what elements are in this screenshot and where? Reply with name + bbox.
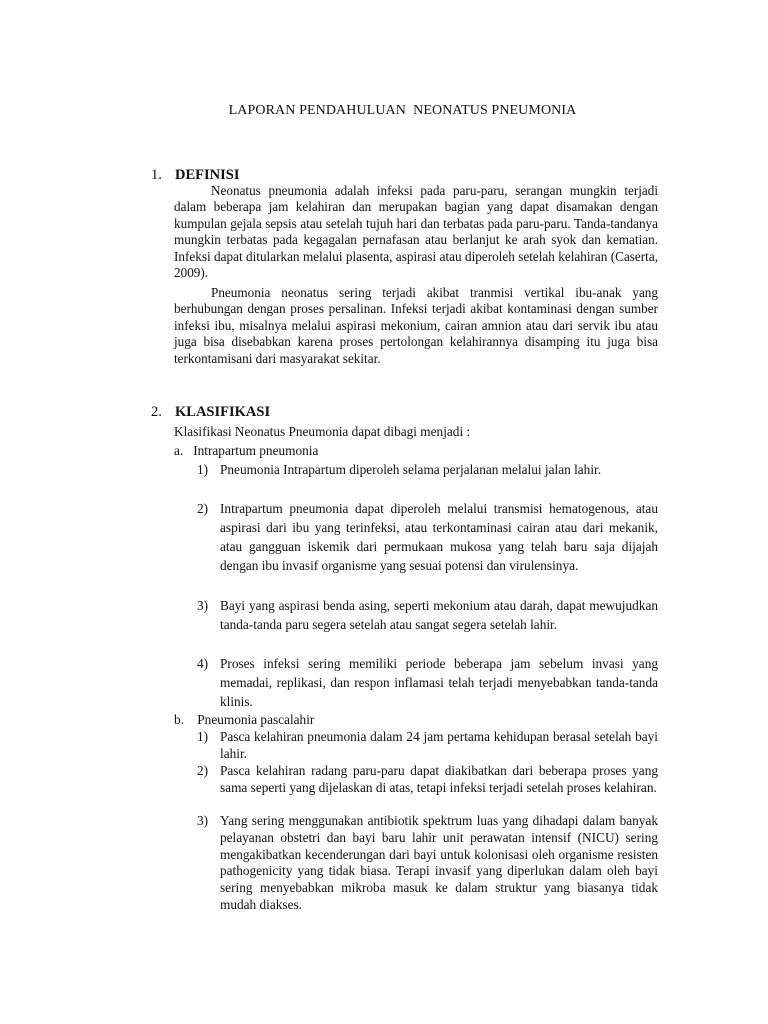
list-item-text: Intrapartum pneumonia dapat diperoleh melalui transmisi hematogenous, atau aspirasi dari ibu yang terinfeksi, atau terkontaminasi cairan atau dari mekanik, atau gangguan iskemik dari permukaan mukosa yang telah baru saja dijajah dengan ibu invasif organisme yang sesuai potensi dan virulensinya. xyxy=(220,501,658,573)
subsection-label-b: b. Pneumonia pascalahir xyxy=(174,712,315,727)
list-item-text: Pasca kelahiran pneumonia dalam 24 jam pertama kehidupan berasal setelah bayi lahir. xyxy=(220,729,658,761)
section-heading-definisi: DEFINISI xyxy=(175,167,240,183)
document-title: LAPORAN PENDAHULUAN NEONATUS PNEUMONIA xyxy=(228,103,577,118)
list-item-number: 3) xyxy=(197,813,209,828)
definisi-paragraph-2: Pneumonia neonatus sering terjadi akibat tranmisi vertikal ibu-anak yang berhubungan dengan proses persalinan. Infeksi terjadi akibat kontaminasi dengan sumber infeksi ibu, misalnya melalui aspirasi mekonium, cairan amnion atau dari servik ibu atau juga bisa disebabkan karena proses pertolongan kelahirannya disamping itu juga bisa terkontamisani dari masyarakat sekitar. xyxy=(174,285,658,366)
subsection-label-a: a. Intrapartum pneumonia xyxy=(174,443,319,458)
list-item-number: 4) xyxy=(197,656,209,671)
list-item-number: 1) xyxy=(197,462,209,477)
definisi-paragraph-1: Neonatus pneumonia adalah infeksi pada paru-paru, serangan mungkin terjadi dalam beberapa jam kelahiran dan merupakan bagian yang dapat disamakan dengan kumpulan gejala sepsis atau setelah tujuh hari dan terbatas pada paru-paru. Tanda-tandanya mungkin terbatas pada kegagalan pernafasan atau berlanjut ke arah syok dan kematian. Infeksi dapat ditularkan melalui plasenta, aspirasi atau diperoleh setelah kelahiran (Caserta, 2009). xyxy=(174,183,658,281)
list-item-number: 2) xyxy=(197,501,209,516)
list-item-number: 1) xyxy=(197,729,209,744)
list-item-text: Pasca kelahiran radang paru-paru dapat diakibatkan dari beberapa proses yang sama seperti yang dijelaskan di atas, tetapi infeksi terjadi setelah proses kelahiran. xyxy=(220,763,658,795)
section-heading-klasifikasi: KLASIFIKASI xyxy=(175,404,271,420)
klasifikasi-intro: Klasifikasi Neonatus Pneumonia dapat dibagi menjadi : xyxy=(174,424,471,439)
list-item-text: Bayi yang aspirasi benda asing, seperti mekonium atau darah, dapat mewujudkan tanda-tanda paru segera setelah atau sangat segera setelah lahir. xyxy=(220,598,658,632)
list-item-number: 3) xyxy=(197,598,209,613)
list-item-number: 2) xyxy=(197,763,209,778)
section-number-1: 1. xyxy=(151,167,162,183)
list-item-text: Proses infeksi sering memiliki periode beberapa jam sebelum invasi yang memadai, replikasi, dan respon inflamasi telah terjadi menyebabkan tanda-tanda klinis. xyxy=(220,656,658,709)
list-item-text: Yang sering menggunakan antibiotik spektrum luas yang dihadapi dalam banyak pelayanan obstetri dan bayi baru lahir unit perawatan intensif (NICU) sering mengakibatkan kecenderungan dari bayi untuk kolonisasi oleh organisme resisten pathogenicity yang tidak biasa. Terapi invasif yang diperlukan dalam oleh bayi sering menyebabkan mikroba masuk ke dalam struktur yang biasanya tidak mudah diakses. xyxy=(220,813,658,912)
section-number-2: 2. xyxy=(151,404,162,420)
list-item-text: Pneumonia Intrapartum diperoleh selama perjalanan melalui jalan lahir. xyxy=(220,462,602,477)
